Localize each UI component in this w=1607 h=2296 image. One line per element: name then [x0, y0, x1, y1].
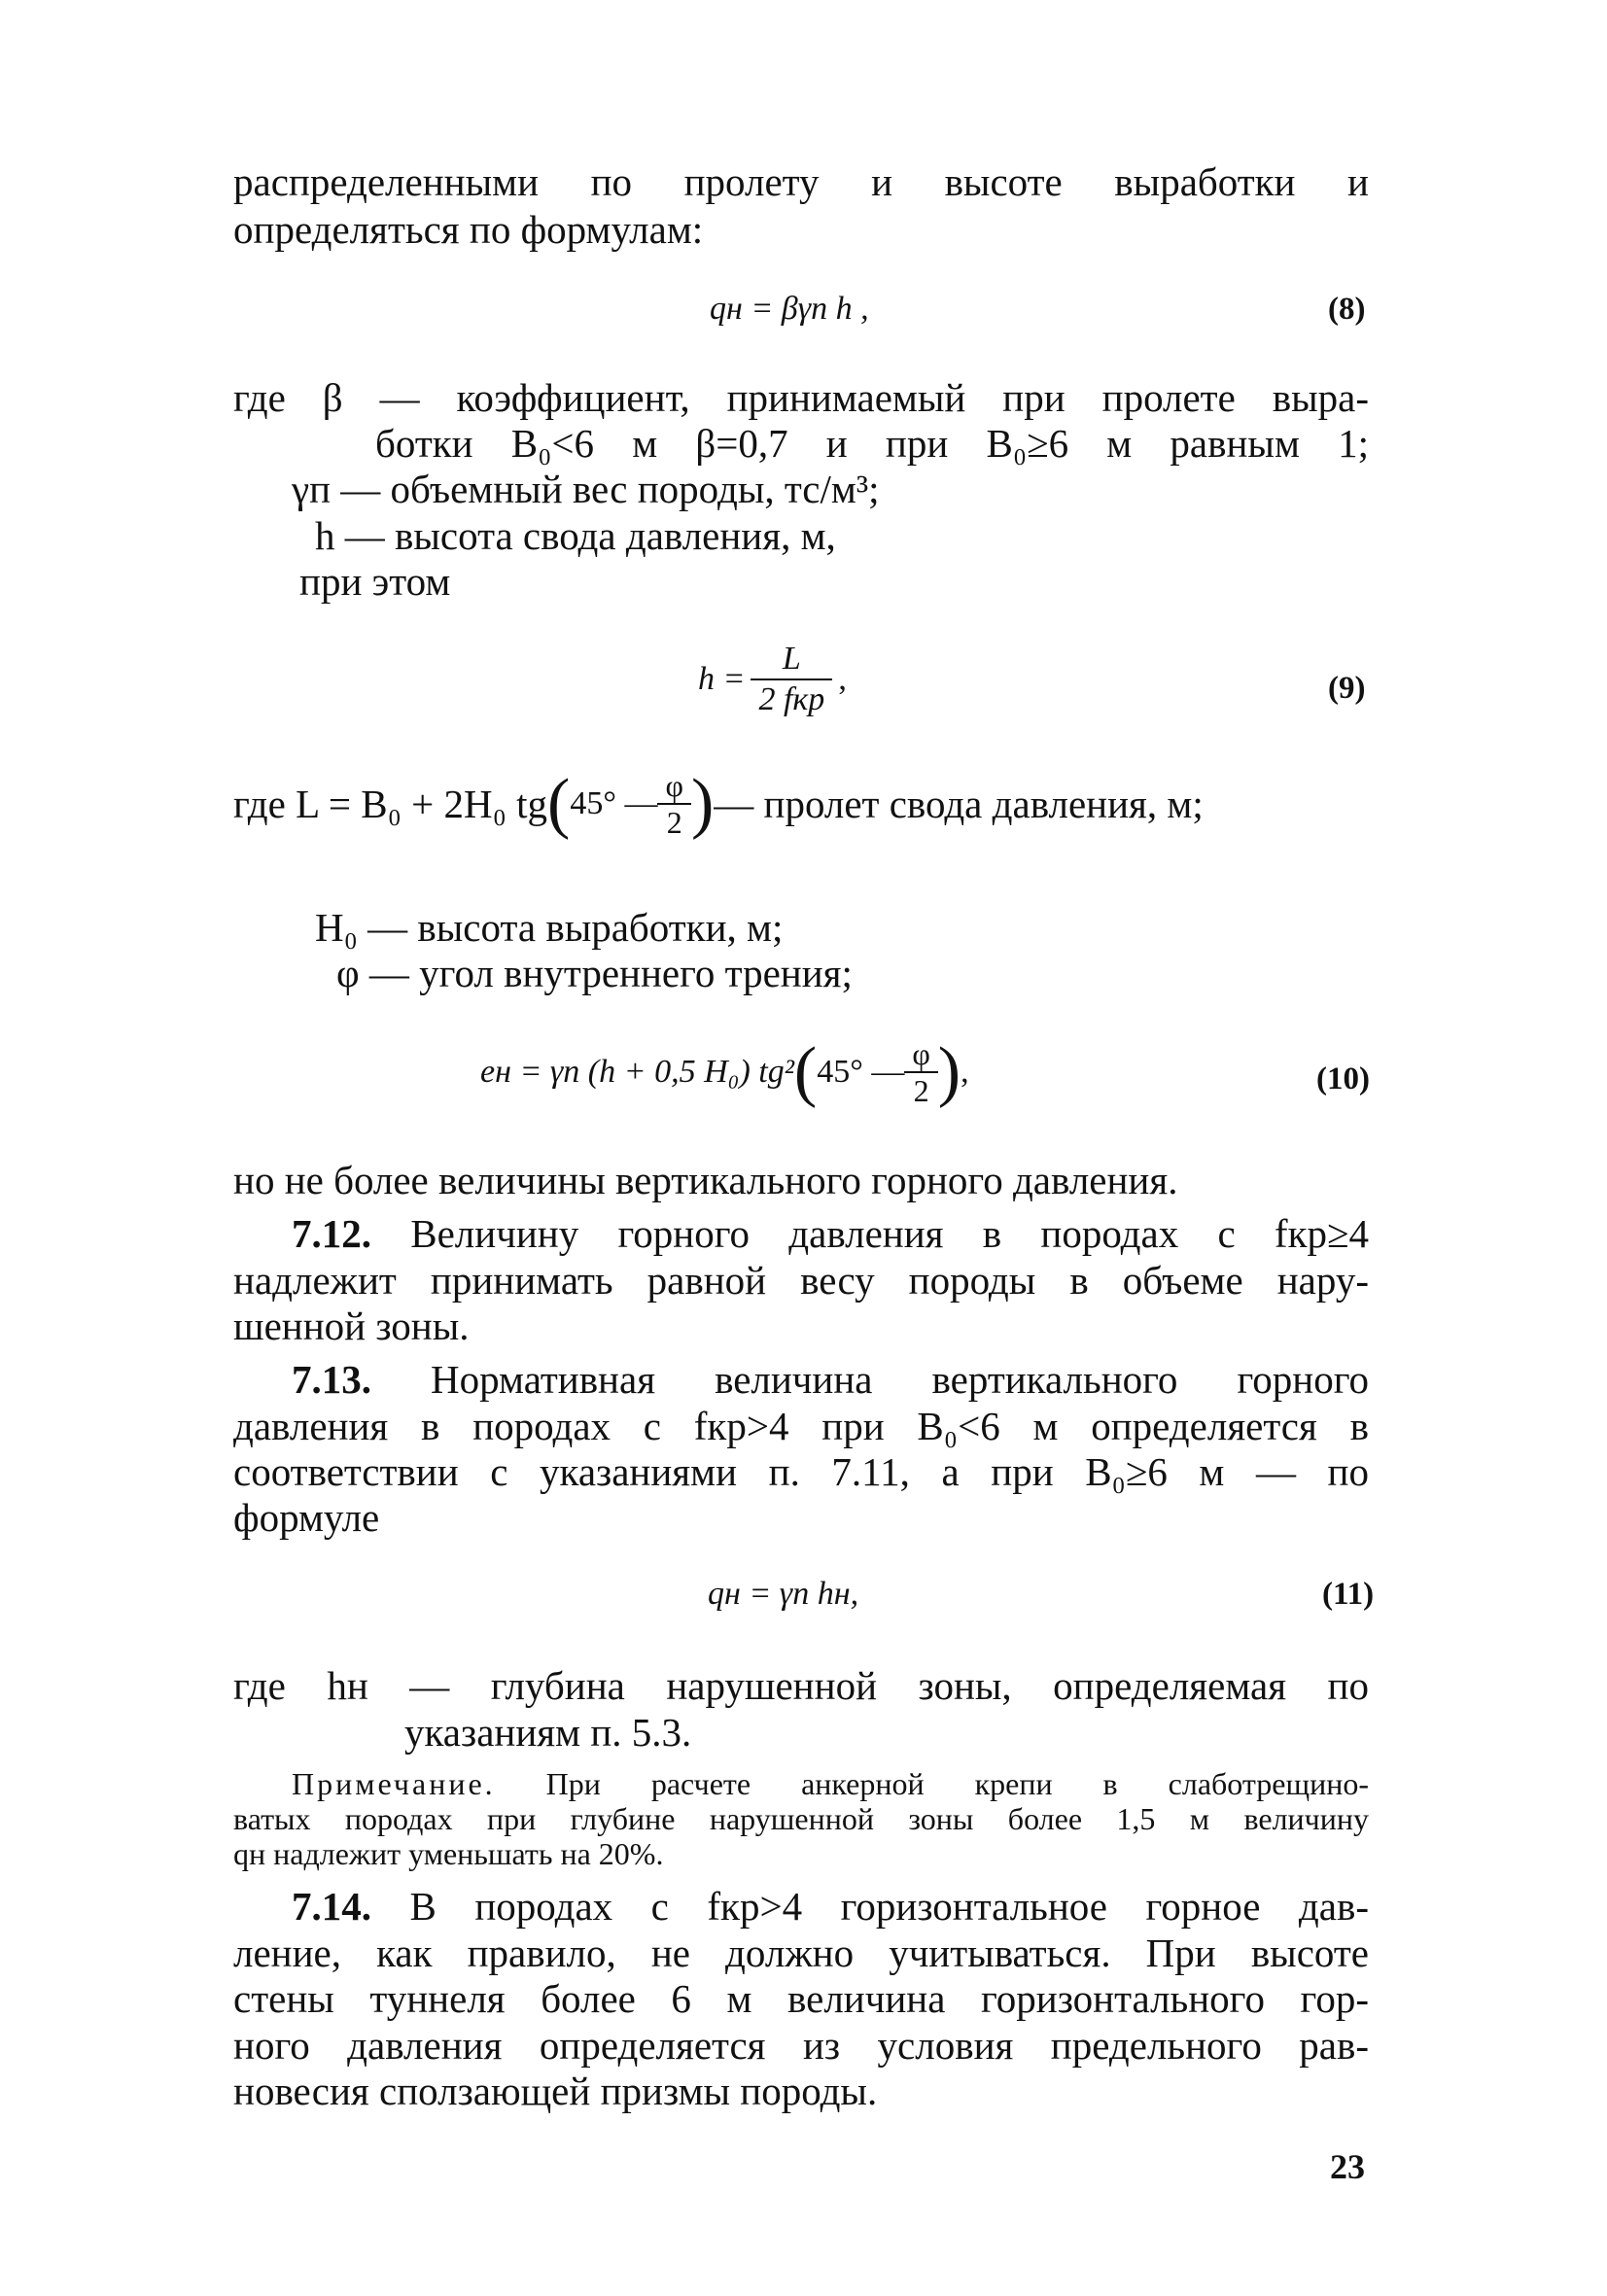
formula-11: qн = γп hн,	[708, 1576, 859, 1612]
section-7-13-number: 7.13.	[292, 1357, 371, 1402]
formula-10-tail: ,	[961, 1054, 969, 1090]
section-7-14-text-1: В породах с fкр>4 горизонтальное горное дав-	[409, 1884, 1370, 1929]
section-7-12-text-1: Величину горного давления в породах с fкр≥4	[410, 1211, 1369, 1256]
section-7-12-line-1	[292, 1210, 1369, 1257]
where-L-inner-left: 45° —	[570, 785, 658, 821]
where-beta-line-1: где β — коэффициент, принимаемый при пролете выра-	[233, 375, 1369, 420]
section-7-14-line-3: стены туннеля более 6 м величина горизонтального гор-	[233, 1976, 1369, 2021]
formula-9-fraction	[751, 640, 832, 719]
pri-etom: при этом	[299, 559, 451, 604]
intro-line-1: распределенными по пролету и высоте выработки и	[233, 159, 1369, 204]
section-7-14-line-5: новесия сползающей призмы породы.	[233, 2069, 878, 2113]
where-L-phi: φ	[665, 768, 683, 803]
note-text-1: При расчете анкерной крепи в слаботрещино-	[545, 1766, 1370, 1801]
formula-8-number: (8)	[1328, 292, 1366, 327]
section-7-13-line-3: соответствии с указаниями п. 7.11, а при B₀≥6 м — по	[233, 1449, 1369, 1494]
section-7-13-text-1: Нормативная величина вертикального горного	[431, 1357, 1370, 1402]
formula-9-number: (9)	[1328, 671, 1366, 706]
where-h: h — высота свода давления, м,	[315, 513, 836, 558]
note-line-2: ватых породах при глубине нарушенной зоны более 1,5 м величину	[233, 1801, 1369, 1836]
where-hn-line-2: указаниям п. 5.3.	[404, 1710, 692, 1755]
left-paren: (	[547, 766, 571, 841]
formula-9-numerator: L	[782, 641, 801, 677]
where-phi: φ — угол внутреннего трения;	[336, 951, 853, 995]
formula-9-tail: ,	[838, 661, 847, 697]
section-7-13-line-4: формуле	[233, 1495, 380, 1540]
section-7-14-line-2: ление, как правило, не должно учитываться. При высоте	[233, 1931, 1369, 1975]
formula-9	[698, 640, 847, 719]
right-paren: )	[690, 766, 715, 841]
section-7-14-line-4: ного давления определяется из условия предельного рав-	[233, 2023, 1369, 2068]
formula-9-denominator: 2 fкр	[751, 678, 832, 719]
page-number: 23	[1330, 2147, 1365, 2186]
note-line-3: qн надлежит уменьшать на 20%.	[233, 1836, 664, 1871]
section-7-12-line-3: шенной зоны.	[233, 1304, 470, 1348]
where-L-prefix: где L = B₀ + 2H₀ tg	[233, 782, 548, 826]
where-beta-line-2: ботки B₀<6 м β=0,7 и при B₀≥6 м равным 1;	[375, 421, 1369, 466]
formula-10-inner-left: 45° —	[817, 1054, 905, 1090]
formula-10-lhs: eн = γп (h + 0,5 H₀) tg²	[480, 1054, 794, 1090]
formula-9-lhs: h =	[698, 661, 746, 697]
section-7-14-number: 7.14.	[292, 1884, 371, 1929]
where-L	[233, 768, 1204, 840]
where-L-suffix: — пролет свода давления, м;	[714, 782, 1204, 826]
formula-10-fraction	[904, 1036, 937, 1108]
where-gamma: γп — объемный вес породы, тс/м³;	[292, 467, 880, 511]
left-paren: (	[793, 1034, 818, 1109]
section-7-12-line-2: надлежит принимать равной весу породы в объеме нару-	[233, 1258, 1369, 1303]
note-label: Примечание.	[292, 1766, 496, 1801]
formula-11-number: (11)	[1322, 1577, 1375, 1612]
formula-10-number: (10)	[1316, 1061, 1370, 1096]
section-7-12-number: 7.12.	[292, 1211, 371, 1256]
where-hn-line-1: где hн — глубина нарушенной зоны, определяемая по	[233, 1663, 1369, 1708]
formula-10	[480, 1036, 969, 1108]
note-line-1	[292, 1765, 1369, 1802]
where-H0: H₀ — высота выработки, м;	[315, 905, 784, 950]
formula-10-two: 2	[904, 1071, 937, 1108]
section-7-13-line-2: давления в породах с fкр>4 при B₀<6 м определяется в	[233, 1404, 1369, 1448]
where-L-fraction	[657, 768, 690, 840]
where-L-two: 2	[657, 803, 690, 840]
intro-line-2: определяться по формулам:	[233, 207, 704, 252]
section-7-13-line-1	[292, 1356, 1369, 1403]
formula-8: qн = βγп h ,	[710, 291, 869, 327]
right-paren: )	[937, 1034, 961, 1109]
section-7-14-line-1	[292, 1883, 1369, 1930]
formula-10-phi: φ	[912, 1036, 930, 1071]
not-more-line: но не более величины вертикального горного давления.	[233, 1158, 1178, 1202]
